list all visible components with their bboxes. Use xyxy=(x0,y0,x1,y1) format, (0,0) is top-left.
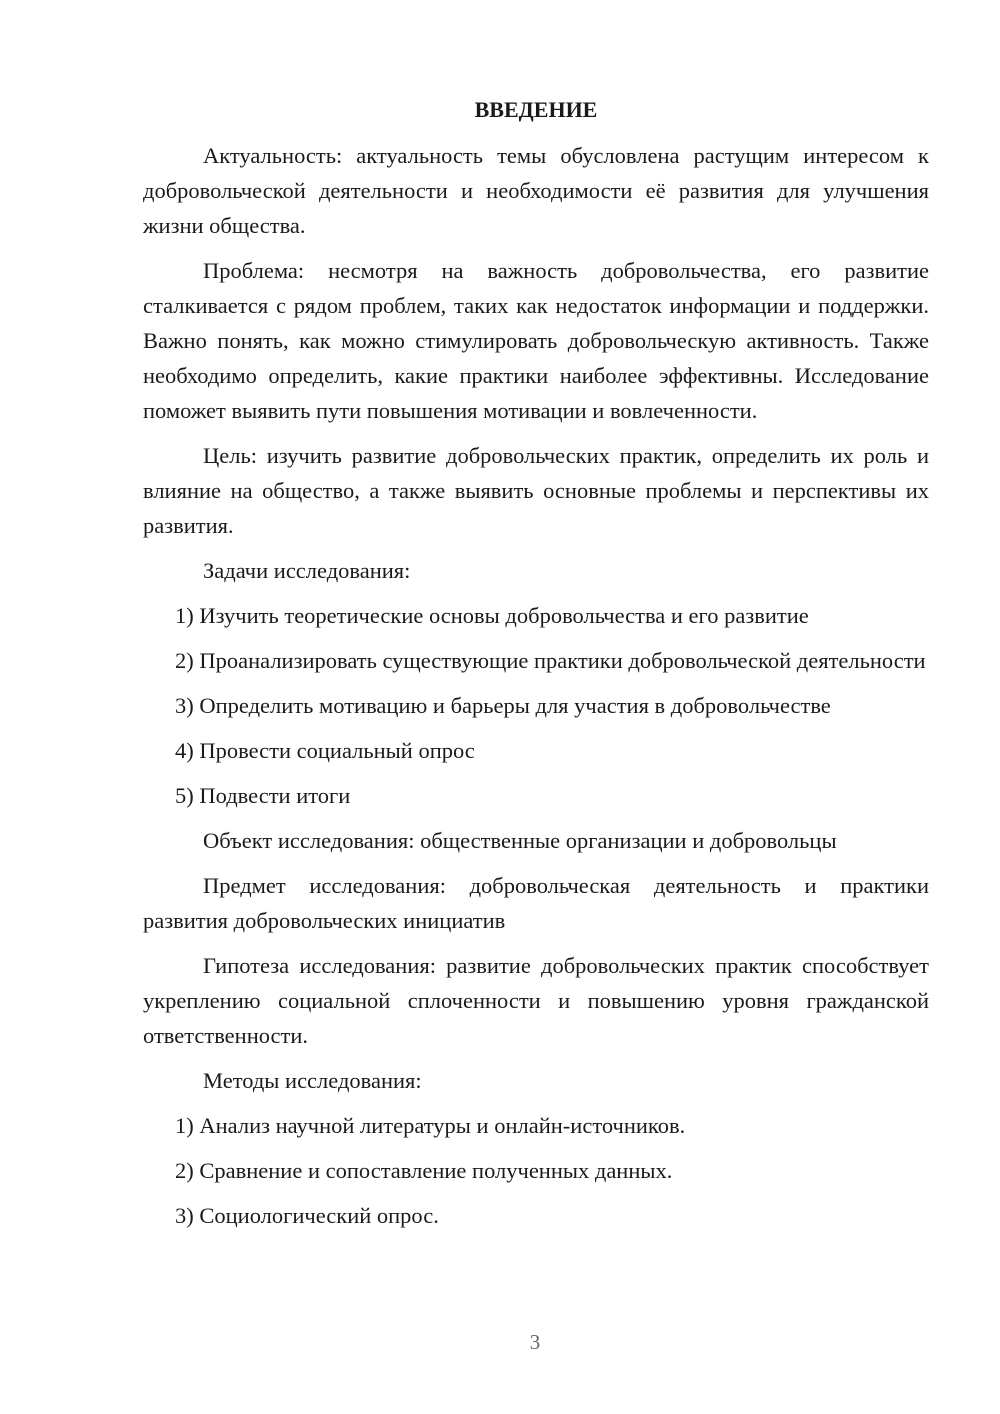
paragraph-object: Объект исследования: общественные организации и добровольцы xyxy=(203,828,837,853)
list-item-method-3: 3) Социологический опрос. xyxy=(175,1203,439,1228)
paragraph-methods-heading: Методы исследования: xyxy=(203,1068,422,1093)
list-item-task-4: 4) Провести социальный опрос xyxy=(175,738,475,763)
list-item-task-1: 1) Изучить теоретические основы добровольчества и его развитие xyxy=(175,603,809,628)
list-item-method-1: 1) Анализ научной литературы и онлайн-источников. xyxy=(175,1113,686,1138)
page-number: 3 xyxy=(529,1330,541,1354)
list-item-task-2: 2) Проанализировать существующие практики добровольческой деятельности xyxy=(175,648,926,673)
paragraph-subject: Предмет исследования: добровольческая деятельность и практики развития добровольческих инициатив xyxy=(143,873,929,933)
list-item-method-2: 2) Сравнение и сопоставление полученных данных. xyxy=(175,1158,673,1183)
document-page xyxy=(143,92,929,1243)
page-title: ВВЕДЕНИЕ xyxy=(474,97,598,122)
paragraph-relevance: Актуальность: актуальность темы обусловлена растущим интересом к добровольческой деятельности и необходимости её развития для улучшения жизни общества. xyxy=(143,143,929,238)
paragraph-tasks-heading: Задачи исследования: xyxy=(203,558,411,583)
list-item-task-3: 3) Определить мотивацию и барьеры для участия в добровольчестве xyxy=(175,693,831,718)
list-item-task-5: 5) Подвести итоги xyxy=(175,783,351,808)
paragraph-goal: Цель: изучить развитие добровольческих практик, определить их роль и влияние на общество, а также выявить основные проблемы и перспективы их развития. xyxy=(143,443,929,538)
paragraph-hypothesis: Гипотеза исследования: развитие добровольческих практик способствует укреплению социальной сплоченности и повышению уровня гражданской ответственности. xyxy=(143,953,929,1048)
paragraph-problem: Проблема: несмотря на важность добровольчества, его развитие сталкивается с рядом проблем, таких как недостаток информации и поддержки. Важно понять, как можно стимулировать добровольческую активность. Также необходимо определить, какие практики наиболее эффективны. Исследование поможет выявить пути повышения мотивации и вовлеченности. xyxy=(143,258,929,423)
